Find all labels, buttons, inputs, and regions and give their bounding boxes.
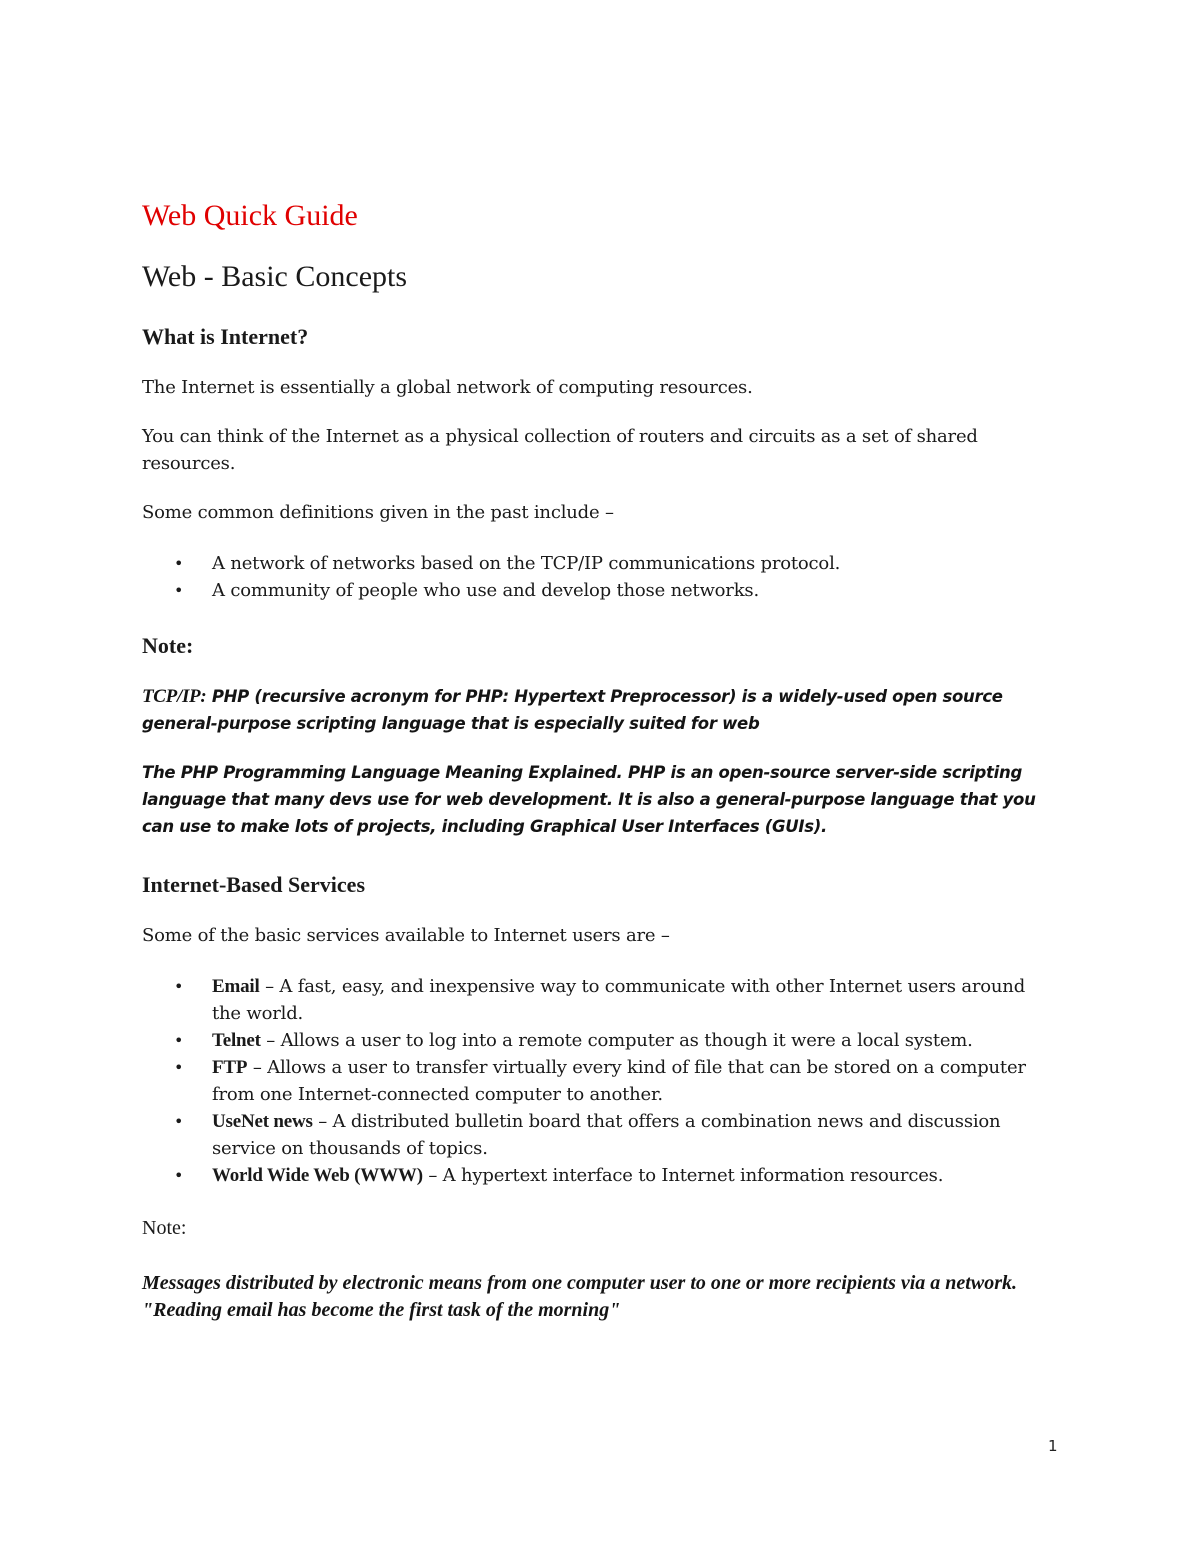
bullet-icon: •	[174, 1058, 184, 1077]
list-item: • UseNet news – A distributed bulletin board that offers a combination news and discussion service on thousands of topics.	[212, 1108, 1042, 1162]
list-item: • World Wide Web (WWW) – A hypertext interface to Internet information resources.	[212, 1162, 1042, 1189]
bullet-icon: •	[174, 1166, 184, 1185]
paragraph-internet-definition: The Internet is essentially a global network of computing resources.	[142, 377, 753, 398]
bullet-icon: •	[174, 581, 184, 600]
section-title: Web - Basic Concepts	[142, 260, 408, 293]
heading-what-is-internet: What is Internet?	[142, 324, 309, 349]
tcp-ip-label: TCP/IP:	[142, 686, 207, 707]
page-number: 1	[1048, 1437, 1058, 1455]
note-email-definition: Messages distributed by electronic means from one computer user to one or more recipients via a network. "Reading email has become the first task of the morning"	[142, 1272, 1017, 1321]
note-php-explained: The PHP Programming Language Meaning Explained. PHP is an open-source server-side scripting language that many devs use for web development. It is also a general-purpose language that you can use to make lots of projects, including Graphical User Interfaces (GUIs).	[142, 763, 1036, 836]
service-term: Email	[212, 976, 260, 997]
list-item: • A network of networks based on the TCP/IP communications protocol.	[212, 550, 1042, 577]
list-item: • Email – A fast, easy, and inexpensive way to communicate with other Internet users around the world.	[212, 973, 1042, 1027]
paragraph-services-intro: Some of the basic services available to Internet users are –	[142, 925, 670, 946]
list-item: • FTP – Allows a user to transfer virtually every kind of file that can be stored on a computer from one Internet-connected computer to another.	[212, 1054, 1042, 1108]
service-term: FTP	[212, 1057, 248, 1078]
heading-note-plain: Note:	[142, 1217, 187, 1239]
note-tcp-ip: TCP/IP: PHP (recursive acronym for PHP: Hypertext Preprocessor) is a widely-used open source general-purpose scripting language that is especially suited for web	[142, 686, 1003, 733]
services-list	[142, 973, 1042, 1189]
document-title: Web Quick Guide	[142, 199, 358, 232]
paragraph-internet-physical: You can think of the Internet as a physical collection of routers and circuits as a set of shared resources.	[142, 426, 978, 474]
service-term: UseNet news	[212, 1111, 313, 1132]
service-term: World Wide Web (WWW)	[212, 1165, 423, 1186]
bullet-icon: •	[174, 1031, 184, 1050]
bullet-icon: •	[174, 1112, 184, 1131]
document-page	[142, 198, 1042, 1324]
service-term: Telnet	[212, 1030, 261, 1051]
list-item: • Telnet – Allows a user to log into a remote computer as though it were a local system.	[212, 1027, 1042, 1054]
heading-note: Note:	[142, 633, 194, 658]
heading-internet-based-services: Internet-Based Services	[142, 872, 366, 897]
bullet-icon: •	[174, 554, 184, 573]
bullet-icon: •	[174, 977, 184, 996]
definitions-list	[142, 550, 1042, 604]
paragraph-common-definitions: Some common definitions given in the past include –	[142, 502, 614, 523]
list-item: • A community of people who use and develop those networks.	[212, 577, 1042, 604]
